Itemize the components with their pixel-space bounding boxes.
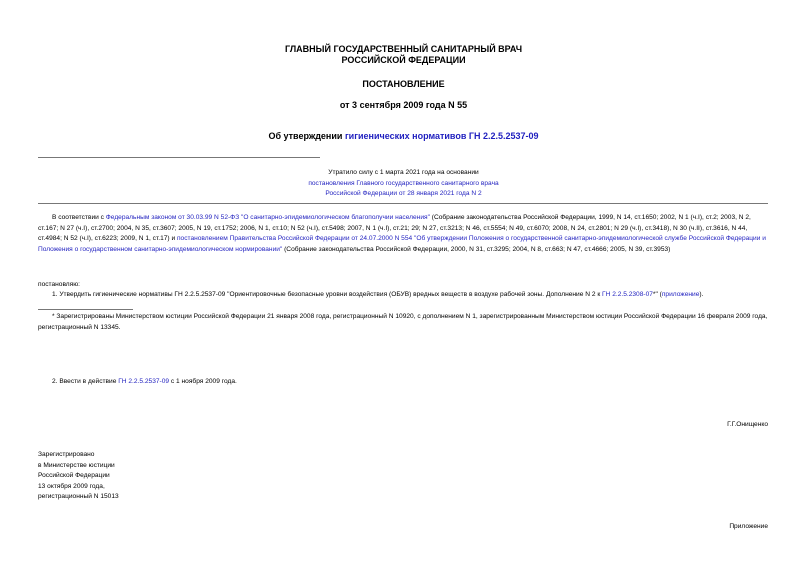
signature: Г.Г.Онищенко xyxy=(727,421,768,428)
footnote xyxy=(38,312,768,333)
doc-date-number: от 3 сентября 2009 года N 55 xyxy=(339,100,468,110)
government-resolution-554-link[interactable]: постановлением Правительства Российской Федерации от 24.07.2000 N 554 "Об утверждении Положения о государственной санитарно-эпидемиологической службе Российской Федерации и Положения о государственном санитарно-эпидемиологическом нормировании" xyxy=(38,235,766,253)
item2-text2: с 1 ноября 2009 года. xyxy=(169,378,237,385)
item-1 xyxy=(38,290,768,301)
resolves-label: постановляю: xyxy=(38,281,81,288)
status-note xyxy=(0,168,807,200)
registration-line4: 13 октября 2009 года, xyxy=(38,482,105,490)
title-link[interactable]: гигиенических нормативов ГН 2.2.5.2537-09 xyxy=(344,131,539,141)
divider-top xyxy=(38,157,320,158)
title-prefix: Об утверждении xyxy=(268,131,345,141)
preamble-text2: (Собрание законодательства Российской Федерации, 1999, N 14, ст.1650; 2002, N 1 (ч.I), ст.2; 2003, N 2, ст.167; N 27 (ч.I), ст.2700; 2004, N 35, ст.3607; 2005, N 19, ст.1752; 2006, N 1, ст.10; N 52 (ч.I), ст.5498; 2007, N 1 (ч.I), ст.21; 29; N 27, ст.3213; N 46, ст.5554; N 49, ст.6070; 2008, N 24, ст.2801; N 29 (ч.I), ст.3418), N 30 (ч.II), ст.3616, N 44, ст.4984; N 52 (ч.I), ст.6223; 2009, N 1, ст.17) и xyxy=(38,214,751,243)
footnote-mark: * xyxy=(52,313,55,320)
registration-line3: Российской Федерации xyxy=(38,472,110,480)
doc-title xyxy=(0,131,807,142)
item1-text2: *" ( xyxy=(652,291,662,298)
registration-line2: в Министерстве юстиции xyxy=(38,461,115,469)
preamble xyxy=(38,213,768,255)
issuer-line1: ГЛАВНЫЙ ГОСУДАРСТВЕННЫЙ САНИТАРНЫЙ ВРАЧ xyxy=(284,44,523,54)
doc-type: ПОСТАНОВЛЕНИЕ xyxy=(362,79,445,89)
divider-status xyxy=(38,203,768,204)
registration-block xyxy=(38,450,119,503)
preamble-text3: (Собрание законодательства Российской Федерации, 2000, N 31, ст.3295; 2004, N 8, ст.663; N 47, ст.4666; 2005, N 39, ст.3953) xyxy=(282,245,671,253)
item2-text1: 2. Ввести в действие xyxy=(52,378,119,385)
status-link1[interactable]: постановления Главного государственного санитарного врача xyxy=(308,179,499,187)
gn-2308-07-link[interactable]: ГН 2.2.5.2308-07 xyxy=(602,291,653,298)
appendix-link[interactable]: приложение xyxy=(661,291,700,298)
footnote-divider xyxy=(38,309,133,310)
registration-line5: регистрационный N 15013 xyxy=(38,493,119,501)
item1-text3: ). xyxy=(699,291,704,298)
registration-line1: Зарегистрировано xyxy=(38,451,95,458)
issuer-line2: РОССИЙСКОЙ ФЕДЕРАЦИИ xyxy=(341,55,466,65)
status-line1: Утратило силу с 1 марта 2021 года на основании xyxy=(328,169,479,176)
item1-text1: 1. Утвердить гигиенические нормативы ГН 2.2.5.2537-09 "Ориентировочные безопасные уровни воздействия (ОБУВ) вредных веществ в воздухе рабочей зоны. Дополнение N 2 к xyxy=(52,291,603,298)
status-link2[interactable]: Российской Федерации от 28 января 2021 года N 2 xyxy=(325,190,482,198)
gn-2537-09-link[interactable]: ГН 2.2.5.2537-09 xyxy=(118,378,170,385)
appendix-label: Приложение xyxy=(729,523,768,530)
footnote-text: Зарегистрированы Министерством юстиции Российской Федерации 21 января 2008 года, регистрационный N 10920, с дополнением N 1, зарегистрированным Министерством юстиции Российской Федерации 16 февраля 2009 года, регистрационный N 13345. xyxy=(38,313,768,331)
item-2 xyxy=(52,377,237,388)
preamble-text1: В соответствии с xyxy=(52,214,106,221)
law-52fz-link[interactable]: Федеральным законом от 30.03.99 N 52-ФЗ "О санитарно-эпидемиологическом благополучии населения" xyxy=(105,214,430,221)
